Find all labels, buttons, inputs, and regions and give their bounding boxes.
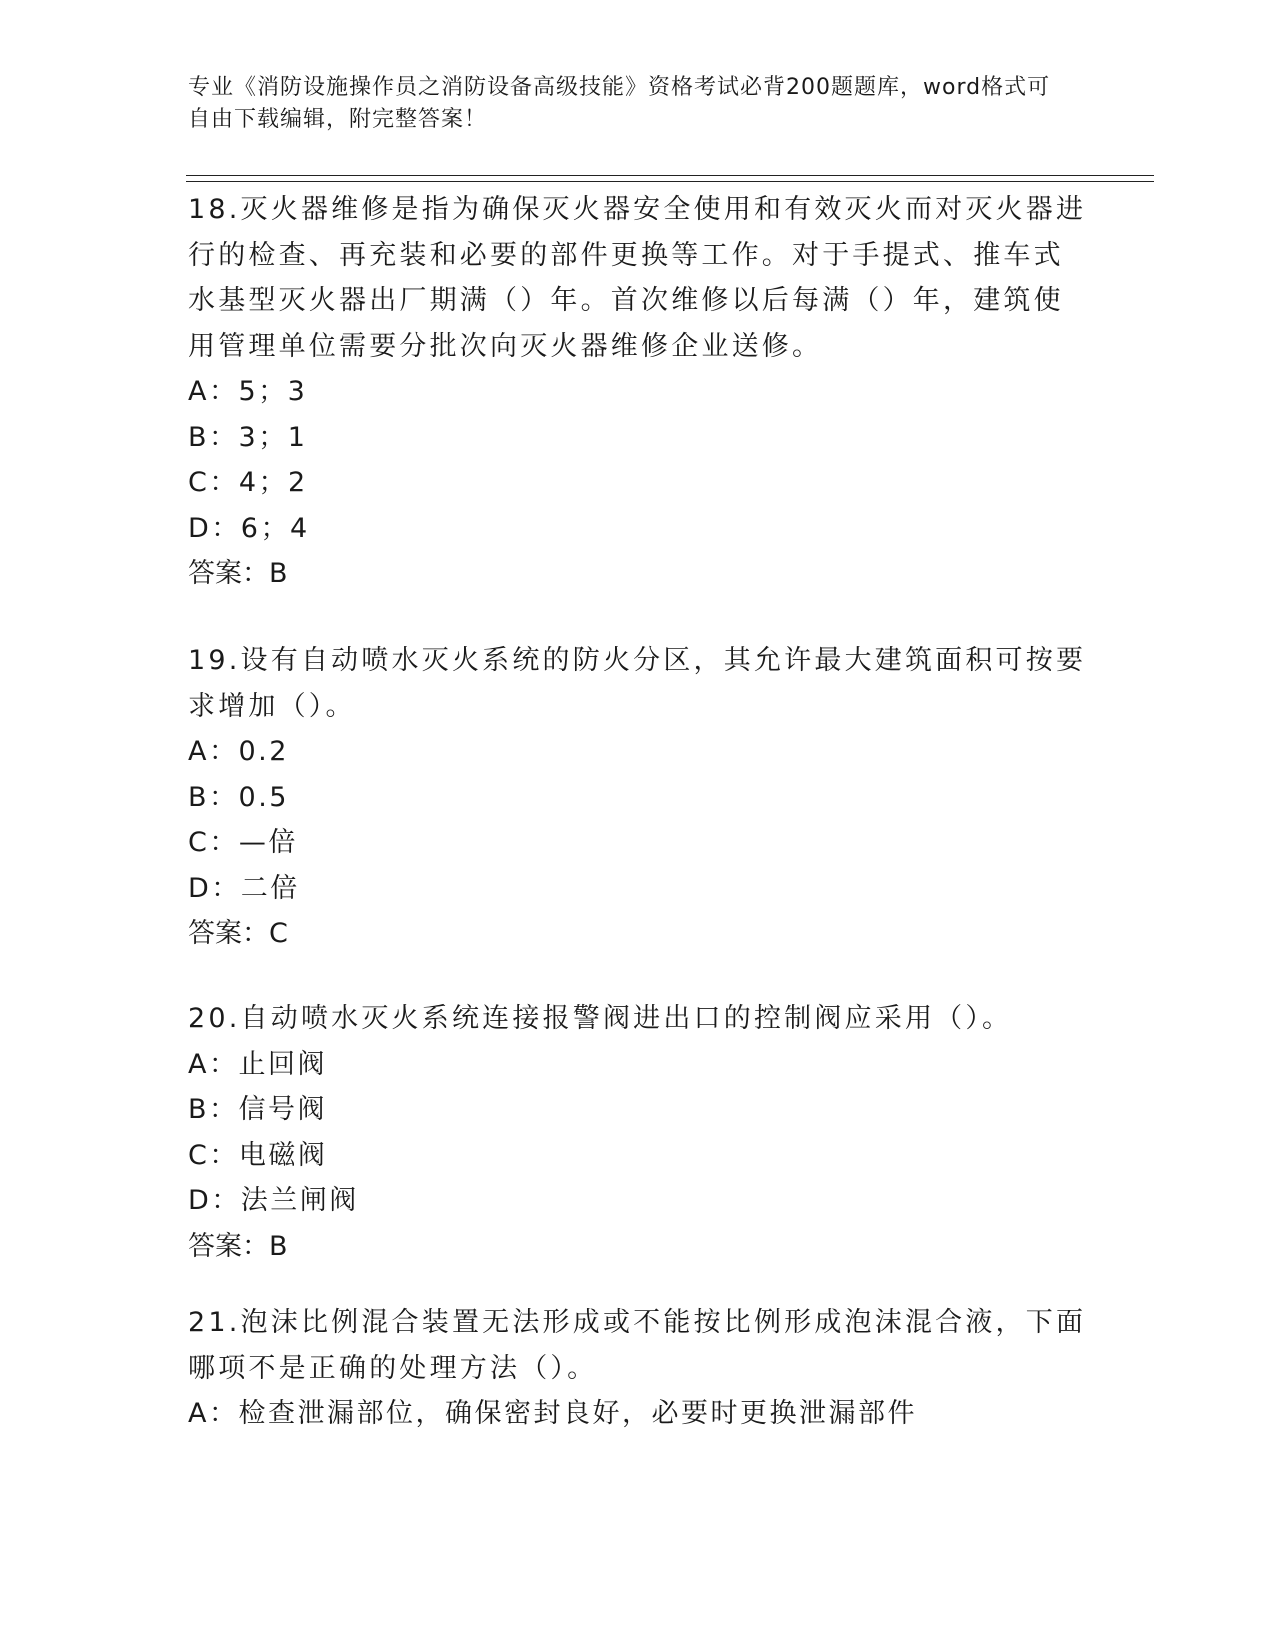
question-20: [188, 996, 1088, 1269]
answer: 答案：B: [188, 1230, 288, 1262]
answer: 答案：B: [188, 558, 288, 589]
header-divider-top: [186, 175, 1154, 176]
question-19: [188, 638, 1088, 957]
option-a: A：0.2: [188, 736, 289, 767]
question-stem: 18.灭火器维修是指为确保灭火器安全使用和有效灭火而对灭火器进行的检查、再充装和必要的部件更换等工作。对于手提式、推车式水基型灭火器出厂期满（）年。首次维修以后每满（）年，建筑使用管理单位需要分批次向灭火器维修企业送修。: [188, 194, 1087, 362]
option-c: C：4；2: [188, 467, 308, 498]
option-b: B：3；1: [188, 421, 308, 453]
question-18: [188, 187, 1088, 597]
option-b: B：信号阀: [188, 1094, 328, 1125]
option-b: B：0.5: [188, 781, 289, 813]
option-c: C：电磁阀: [188, 1139, 328, 1171]
option-a: A：止回阀: [188, 1048, 327, 1080]
option-d: D：6；4: [188, 512, 310, 544]
question-stem: 19.设有自动喷水灭火系统的防火分区，其允许最大建筑面积可按要求增加（）。: [188, 645, 1087, 722]
question-21: [188, 1300, 1088, 1437]
option-d: D：二倍: [188, 872, 300, 904]
answer: 答案：C: [188, 918, 288, 949]
question-stem: 21.泡沫比例混合装置无法形成或不能按比例形成泡沫混合液，下面哪项不是正确的处理方法（）。: [188, 1307, 1087, 1384]
question-stem: 20.自动喷水灭火系统连接报警阀进出口的控制阀应采用（）。: [188, 1003, 1013, 1034]
option-a: A：检查泄漏部位，确保密封良好，必要时更换泄漏部件: [188, 1398, 917, 1429]
option-c: C：—倍: [188, 827, 298, 858]
option-d: D：法兰闸阀: [188, 1185, 359, 1216]
header-divider-bottom: [186, 181, 1154, 182]
document-header: 专业《消防设施操作员之消防设备高级技能》资格考试必背200题题库，word格式可自由下载编辑，附完整答案！: [188, 75, 1051, 132]
option-a: A：5；3: [188, 376, 308, 407]
